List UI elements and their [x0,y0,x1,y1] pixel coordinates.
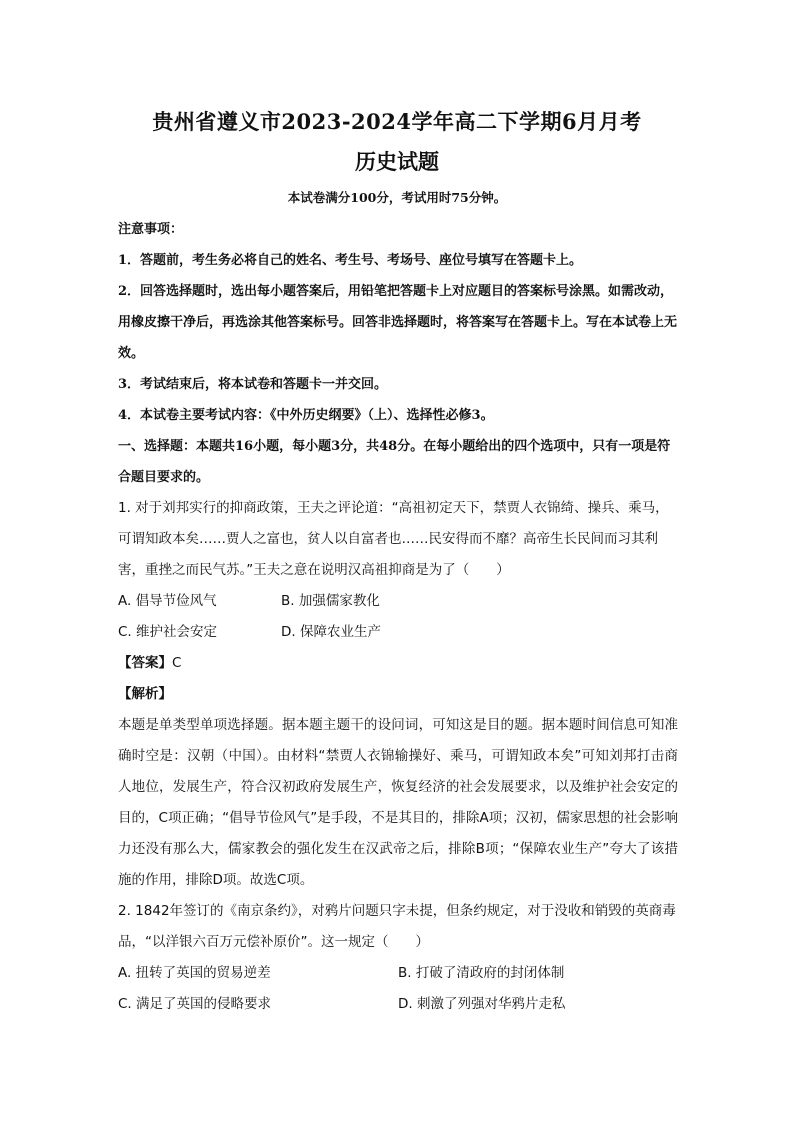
document-body [118,214,678,1020]
analysis-label: 【解析】 [118,686,172,702]
option-row [118,958,678,989]
note-item: 2．回答选择题时，选出每小题答案后，用铅笔把答题卡上对应题目的答案标号涂黑。如需改动，用橡皮擦干净后，再选涂其他答案标号。回答非选择题时，将答案写在答题卡上。写在本试卷上无效。 [118,284,678,361]
note-item: 3．考试结束后，将本试卷和答题卡一并交回。 [118,377,388,392]
option-c: C. 维护社会安定 [118,624,218,640]
option-d: D. 刺激了列强对华鸦片走私 [398,996,566,1012]
note-item: 1．答题前，考生务必将自己的姓名、考生号、考场号、座位号填写在答题卡上。 [118,253,583,268]
page-title: 贵州省遵义市2023-2024学年高二下学期6月月考 [152,109,642,134]
analysis-text: 本题是单类型单项选择题。据本题主题干的设问词，可知这是目的题。据本题时间信息可知准确时空是：汉朝（中国）。由材料“禁贾人衣锦输操好、乘马，可谓知政本矣”可知刘邦打击商人地位，发展生产，符合汉初政府发展生产，恢复经济的社会发展要求，以及维护社会安定的目的，C项正确；“倡导节俭风气”是手段，不是其目的，排除A项；汉初，儒家思想的社会影响力还没有那么大，儒家教会的强化发生在汉武帝之后，排除B项；“保障农业生产”夸大了该措施的作用，排除D项。故选C项。 [118,717,678,888]
option-row [118,617,678,648]
option-a: A. 扭转了英国的贸易逆差 [118,965,271,981]
question-stem: 1. 对于刘邦实行的抑商政策，王夫之评论道：“高祖初定天下，禁贾人衣锦绮、操兵、乘马，可谓知政本矣……贾人之富也，贫人以自富者也……民安得而不靡？高帝生长民间而习其利害，重挫之而民气苏。”王夫之意在说明汉高祖抑商是为了（ ） [118,500,669,578]
notes-heading: 注意事项： [118,222,184,237]
option-c: C. 满足了英国的侵略要求 [118,996,272,1012]
section-heading: 一、选择题：本题共16小题，每小题3分，共48分。在每小题给出的四个选项中，只有一项是符合题目要求的。 [118,439,671,485]
question-stem: 2. 1842年签订的《南京条约》，对鸦片问题只字未提，但条约规定，对于没收和销毁的英商毒品，“以洋银六百万元偿补原价”。这一规定（ ） [118,903,676,950]
note-item: 4．本试卷主要考试内容：《中外历史纲要》（上）、选择性必修3。 [118,408,494,423]
option-row [118,586,678,617]
option-a: A. 倡导节俭风气 [118,593,217,609]
score-line: 本试卷满分100分，考试用时75分钟。 [287,190,507,205]
answer-label: 【答案】 [118,655,172,671]
answer-line [118,648,678,679]
option-b: B. 加强儒家教化 [281,593,380,609]
option-row [118,989,678,1020]
page-subtitle: 历史试题 [355,149,439,174]
option-b: B. 打破了清政府的封闭体制 [398,965,565,981]
option-d: D. 保障农业生产 [281,624,381,640]
answer-value: C [172,655,182,671]
